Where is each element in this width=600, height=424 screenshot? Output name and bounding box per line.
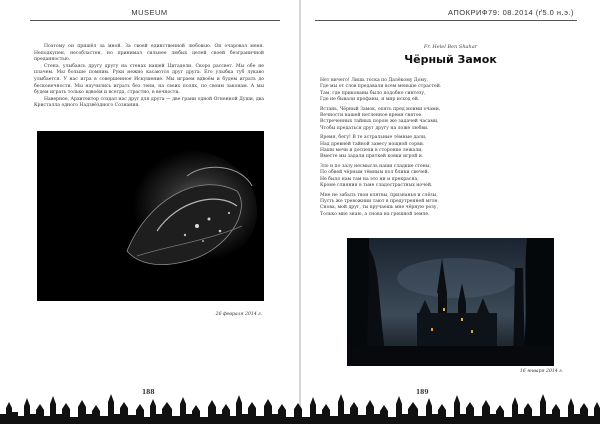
paragraph: Поэтому он пришёл за мной. За своей единственной любовью. Он очаровал меня. Неподкупен, несобластен, но принимал сильнее любых целей своей безграничной преданностью. [34, 44, 264, 63]
left-body-text [34, 44, 264, 110]
poem-line: Там, где прикованы было подобно синтезу, [320, 90, 426, 96]
poem-line: Встань, Чёрный Замок, опять пред моими очами, [320, 106, 441, 112]
poem-line: Только мне знаю, а снова на грешной земле. [320, 211, 430, 217]
stanza [320, 193, 570, 219]
stanza [320, 164, 570, 190]
right-page-number: 189 [416, 389, 429, 396]
paragraph: Стена, улыбаясь другу другу на стенах нашей Цитадели. Скоро рассвет. Мы обе не плачем. Мы больше помним. Руки нежно касаются друг друга. Его улыбка туб лукаво улыбается. У нас игра в совершенное Искушение. Мы играем вдвоём и будем играть до бесконечности. Мы научились играть без тени, на своих полях, по своим законам. А мы будем играть только вдвоём и всегда, страстно, в вечности. [34, 63, 264, 96]
right-page [301, 0, 600, 424]
right-running-header: АПОКРИФ79: 08.2014 (ґ5.0 н.э.) [447, 8, 574, 17]
right-header-rule [315, 20, 577, 21]
poem-line: Наши мечи и доспехи в сторонке лежали, [320, 148, 423, 154]
poem-line: По обвей чёрным тёмным пол блики свечей. [320, 170, 430, 176]
poem-line: Над древней тайной завесу нощной сорви. [320, 141, 425, 147]
poem-line: Нет ничего! Лишь тоска по Далёкому Дому, [320, 78, 429, 83]
poem-body [320, 78, 570, 221]
stanza [320, 107, 570, 133]
poem-line: Не было нам там на это ни и прекрасна, [320, 176, 419, 182]
poem-line: Снова, мой друг, ты вручаешь мне чёрную розу, [320, 205, 438, 211]
dark-castle-photo [347, 238, 554, 366]
rose-image [37, 131, 264, 301]
poem-line: Вместе мы задали пряткей ковки игрой и. [320, 154, 424, 160]
poem-line: Пусть же тревожнии тают в предутренней мгле. [320, 198, 439, 204]
poem-author: Fr. Helel Ben Shahar [423, 44, 478, 50]
poem-line: Зло и по залу несмысль наши сладкие стены, [320, 163, 431, 169]
left-running-header: MUSEUM [131, 8, 168, 17]
poem-line: Чтобы предаться друг другу на ложе любви. [320, 125, 429, 131]
left-page [0, 0, 299, 424]
stanza [320, 135, 570, 161]
left-photo-date: 26 февраля 2014 г. [215, 312, 262, 317]
poem-line: Мне не забыть твои клятвы, признанья и слёзы, [320, 192, 438, 198]
stanza [320, 78, 570, 104]
left-page-number: 188 [142, 389, 155, 396]
poem-line: Кроме слияния в тьме сладострастных ночей. [320, 183, 433, 189]
right-photo-date: 16 января 2014 г. [519, 369, 563, 374]
poem-line: Время, бегу! В те астральные тёмные дали, [320, 135, 427, 141]
left-header-rule [30, 20, 280, 21]
poem-line: Где мы от слов предавали всем меньше страстей. [320, 84, 442, 90]
castle-image [347, 238, 554, 366]
poem-line: Где не бывали профаны, и мир исход ей. [320, 97, 420, 103]
city-skyline-ornament [0, 392, 600, 424]
black-rose-photo [37, 131, 264, 301]
poem-title: Чёрный Замок [404, 53, 497, 66]
poem-line: Встреченных тайных порою же задачей часами, [320, 119, 439, 125]
poem-line: Вечности нашей нетленное время святое. [320, 113, 423, 119]
paragraph: Наверное, Архитектор создал нас друг для друга — две грани одной Огненной Души, два Кристалла одного Надзвёздного Сознания. [34, 96, 264, 109]
